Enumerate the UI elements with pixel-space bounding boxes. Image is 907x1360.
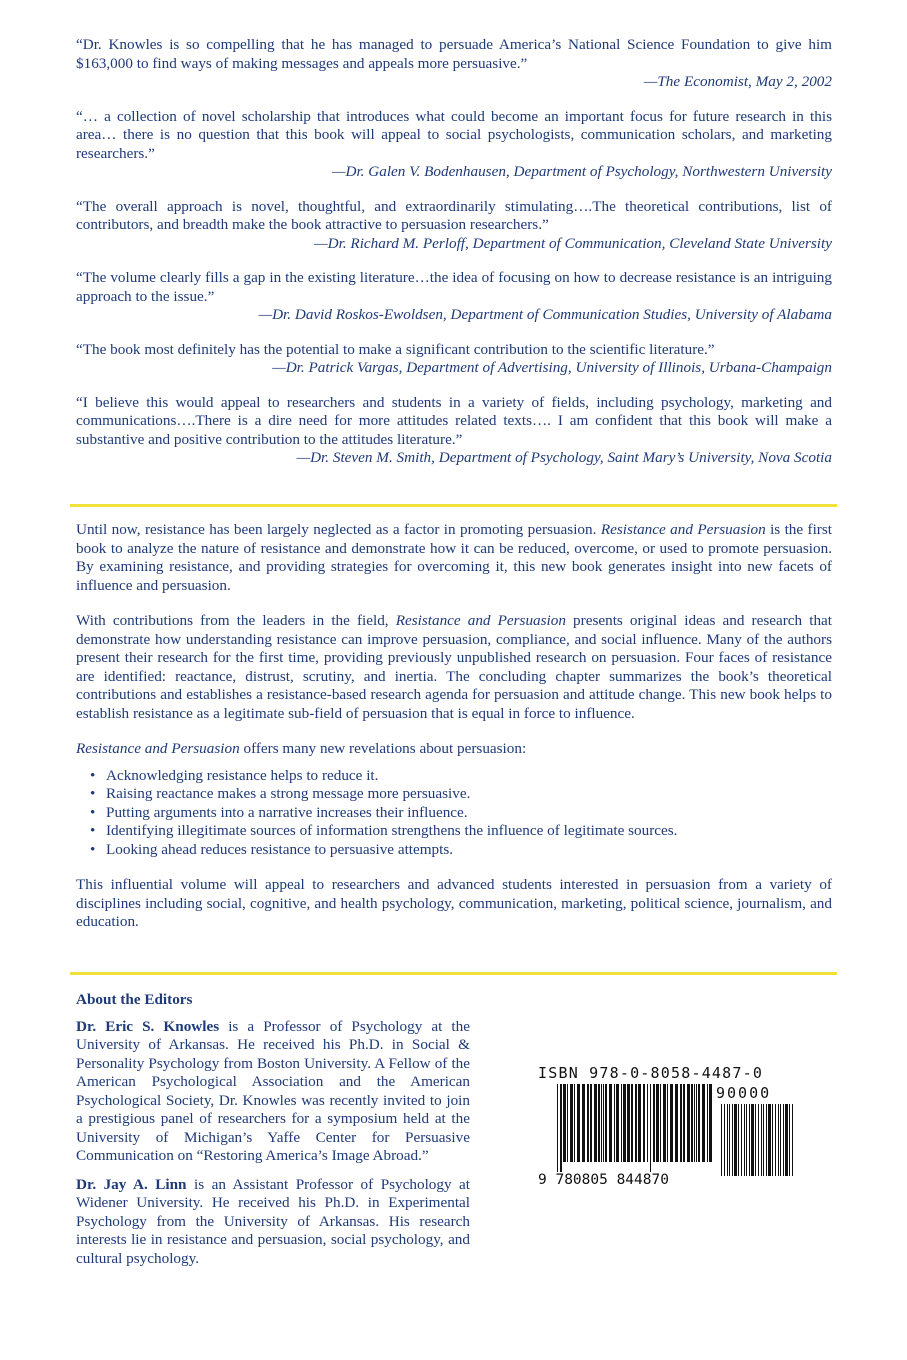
- barcode-bar: [577, 1084, 580, 1162]
- isbn-label: ISBN 978-0-8058-4487-0: [538, 1064, 764, 1082]
- text-run: offers many new revelations about persuasion:: [239, 740, 527, 757]
- text-run: presents original ideas and research that demonstrate how understanding resistance can improve persuasion, compliance, and social influence. Many of the authors present their research for the first time, providing previously unpublished research on persuasion. Four faces of resistance are identified: reactance, distrust, scrutiny, and inertia. The concluding chapter summarizes the book’s theoretical contributions and establishes a resistance-based research agenda for persuasion and attitude change. This new book helps to establish resistance as a legitimate sub-field of persuasion that is equal in force to influence.: [76, 612, 832, 722]
- barcode-bar: [783, 1104, 784, 1176]
- quote-source: —Dr. David Roskos-Ewoldsen, Department of Communication Studies, University of Alabama: [258, 306, 832, 323]
- quote-text: “I believe this would appeal to researchers and students in a variety of fields, including psychology, marketing and communications….There is a dire need for more attitudes related texts…. I am confident that this book will make a substantive and positive contribution to the attitudes literature.”: [76, 393, 832, 448]
- barcode-bar: [627, 1084, 630, 1162]
- barcode-bar: [696, 1084, 697, 1162]
- list-item: • Raising reactance makes a strong message more persuasive.: [90, 785, 832, 804]
- praise-quote: [76, 269, 832, 325]
- barcode-bar: [670, 1084, 673, 1162]
- text-run: With contributions from the leaders in the field,: [76, 612, 396, 629]
- book-title: Resistance and Persuasion: [76, 740, 240, 757]
- barcode-bar: [749, 1104, 750, 1176]
- quote-source: —Dr. Galen V. Bodenhausen, Department of Psychology, Northwestern University: [331, 163, 832, 180]
- description-paragraph: [76, 612, 832, 723]
- barcode-bar: [772, 1104, 773, 1176]
- quote-text: “Dr. Knowles is so compelling that he has managed to persuade America’s National Science Foundation to give him $163,000 to find ways of making messages and appeals more persuasive.”: [76, 36, 832, 72]
- description-paragraph: This influential volume will appeal to researchers and advanced students interested in persuasion from a variety of disciplines including social, cognitive, and health psychology, communication, marketing, political science, journalism, and education.: [76, 876, 832, 930]
- text-run: is an Assistant Professor of Psychology at Widener University. He received his Ph.D. in Experimental Psychology from the University of Arkansas. His research interests lie in resistance and persuasion, social psychology, and cultural psychology.: [76, 1175, 471, 1267]
- barcode-bar: [683, 1084, 685, 1162]
- quote-text: “The volume clearly fills a gap in the existing literature…the idea of focusing on how to decrease resistance is an intriguing approach to the issue.”: [76, 269, 832, 305]
- description-paragraph: [76, 740, 832, 759]
- editor-bio: [76, 1176, 470, 1269]
- description-section: [76, 521, 832, 949]
- barcode-bar: [638, 1084, 641, 1162]
- barcode-bar: [768, 1104, 771, 1176]
- praise-quote: [76, 341, 832, 378]
- praise-quote: [76, 394, 832, 468]
- barcode-bar: [643, 1084, 645, 1162]
- barcode-bar: [792, 1104, 793, 1176]
- barcode-bar: [775, 1104, 776, 1176]
- barcode-bar: [778, 1104, 779, 1176]
- editor-name: Dr. Jay A. Linn: [76, 1175, 187, 1193]
- isbn-barcode: [538, 1064, 796, 1192]
- quote-source: —Dr. Richard M. Perloff, Department of Communication, Cleveland State University: [314, 234, 832, 252]
- price-code: 90000: [716, 1084, 772, 1102]
- barcode-bar: [653, 1084, 655, 1162]
- barcode-bar: [594, 1084, 597, 1162]
- barcode-bar: [574, 1084, 575, 1162]
- list-item: • Putting arguments into a narrative increases their influence.: [90, 804, 832, 823]
- quote-source: —The Economist, May 2, 2002: [643, 73, 832, 90]
- barcode-bar: [741, 1104, 742, 1176]
- barcode-bar: [785, 1104, 788, 1176]
- barcode-bar: [582, 1084, 585, 1162]
- barcode-bar: [766, 1104, 767, 1176]
- barcode-bar: [567, 1084, 568, 1162]
- ean-digits: 9 780805 844870: [538, 1172, 669, 1188]
- barcode-bar: [763, 1104, 764, 1176]
- quote-text: “The overall approach is novel, thoughtful, and extraordinarily stimulating….The theoretical contributions, list of contributors, and breadth make the book attractive to persuasion researchers.”: [76, 197, 832, 233]
- barcode-bar: [656, 1084, 659, 1162]
- barcode-bar: [780, 1104, 781, 1176]
- barcode-bar: [560, 1084, 562, 1172]
- editor-bio: [76, 1018, 470, 1166]
- description-paragraph: [76, 521, 832, 595]
- text-run: is a Professor of Psychology at the University of Arkansas. He received his Ph.D. in Social & Personality Psychology from Boston University. A Fellow of the American Psychological Association and the American Psychological Society, Dr. Knowles was recently invited to join a prestigious panel of researchers for a symposium held at the University of Michigan’s Yaffe Center for Persuasive Communication on “Restoring America’s Image Abroad.”: [76, 1017, 470, 1164]
- quote-text: “… a collection of novel scholarship that introduces what could become an important focus for future research in this area… there is no question that this book will appeal to social psychologists, communication scholars, and marketing researchers.”: [76, 107, 832, 162]
- barcode-bar: [727, 1104, 728, 1176]
- barcode-bar: [751, 1104, 754, 1176]
- barcode-bar: [563, 1084, 566, 1162]
- quote-text: “The book most definitely has the potential to make a significant contribution to the scientific literature.”: [76, 340, 715, 358]
- barcode-bar: [590, 1084, 592, 1162]
- barcode-bar: [761, 1104, 762, 1176]
- barcode-bar: [675, 1084, 678, 1162]
- list-item: • Acknowledging resistance helps to reduce it.: [90, 767, 832, 786]
- barcode-bar: [605, 1084, 607, 1162]
- barcode-bar: [680, 1084, 682, 1162]
- barcode-bar: [609, 1084, 612, 1162]
- barcode-bar: [614, 1084, 615, 1162]
- barcode-bar: [667, 1084, 668, 1162]
- barcode-bar: [621, 1084, 622, 1162]
- barcode-bar: [601, 1084, 602, 1162]
- barcode-bar: [709, 1084, 712, 1162]
- list-item: • Looking ahead reduces resistance to persuasive attempts.: [90, 841, 832, 860]
- barcode-bar: [729, 1104, 730, 1176]
- barcode-bar: [647, 1084, 648, 1162]
- revelations-list: [90, 767, 832, 860]
- barcode-bar: [738, 1104, 739, 1176]
- praise-section: [76, 36, 832, 484]
- barcode-bar: [744, 1104, 745, 1176]
- praise-quote: [76, 108, 832, 182]
- yellow-divider-top: [70, 504, 837, 507]
- barcode-bar: [587, 1084, 589, 1162]
- barcode-bar: [623, 1084, 626, 1162]
- book-title: Resistance and Persuasion: [600, 521, 766, 538]
- barcode-bar: [663, 1084, 666, 1162]
- text-run: is the first book to analyze the nature of resistance and demonstrate how it can be reduced, overcome, or used to promote persuasion. By examining resistance, and providing strategies for overcoming it, this new book generates insight into new facets of influence and persuasion.: [76, 521, 832, 594]
- barcode-bar: [789, 1104, 790, 1176]
- book-title: Resistance and Persuasion: [395, 612, 566, 629]
- barcode-bar: [746, 1104, 747, 1176]
- praise-quote: [76, 36, 832, 92]
- barcode-bar: [734, 1104, 737, 1176]
- quote-source: —Dr. Steven M. Smith, Department of Psychology, Saint Mary’s University, Nova Scotia: [296, 449, 832, 466]
- barcode-bar: [694, 1084, 695, 1162]
- barcode-bar: [724, 1104, 725, 1176]
- barcode-addon-bars: [720, 1104, 796, 1176]
- editor-name: Dr. Eric S. Knowles: [76, 1017, 220, 1035]
- barcode-bar: [557, 1084, 558, 1172]
- barcode-bar: [616, 1084, 619, 1162]
- barcode-bar: [732, 1104, 733, 1176]
- about-editors: [76, 991, 470, 1278]
- barcode-bar: [570, 1084, 573, 1162]
- barcode-bar: [698, 1084, 700, 1162]
- yellow-divider-bottom: [70, 972, 837, 975]
- barcode-bar: [755, 1104, 756, 1176]
- barcode-bar: [631, 1084, 633, 1162]
- barcode-bar: [707, 1084, 708, 1162]
- text-run: Until now, resistance has been largely neglected as a factor in promoting persuasion.: [76, 521, 601, 538]
- barcode-bar: [702, 1084, 705, 1162]
- barcode-main-bars: [556, 1084, 714, 1172]
- barcode-bar: [603, 1084, 604, 1162]
- about-heading: About the Editors: [76, 991, 193, 1008]
- barcode-bar: [598, 1084, 600, 1162]
- barcode-bar: [691, 1084, 693, 1162]
- barcode-bar: [721, 1104, 722, 1176]
- praise-quote: [76, 198, 832, 254]
- barcode-bar: [635, 1084, 637, 1162]
- barcode-bar: [758, 1104, 759, 1176]
- quote-source: —Dr. Patrick Vargas, Department of Advertising, University of Illinois, Urbana-Champaign: [272, 359, 832, 376]
- list-item: • Identifying illegitimate sources of information strengthens the influence of legitimate sources.: [90, 822, 832, 841]
- barcode-bar: [687, 1084, 690, 1162]
- barcode-bar: [660, 1084, 661, 1162]
- barcode-bar: [650, 1084, 651, 1172]
